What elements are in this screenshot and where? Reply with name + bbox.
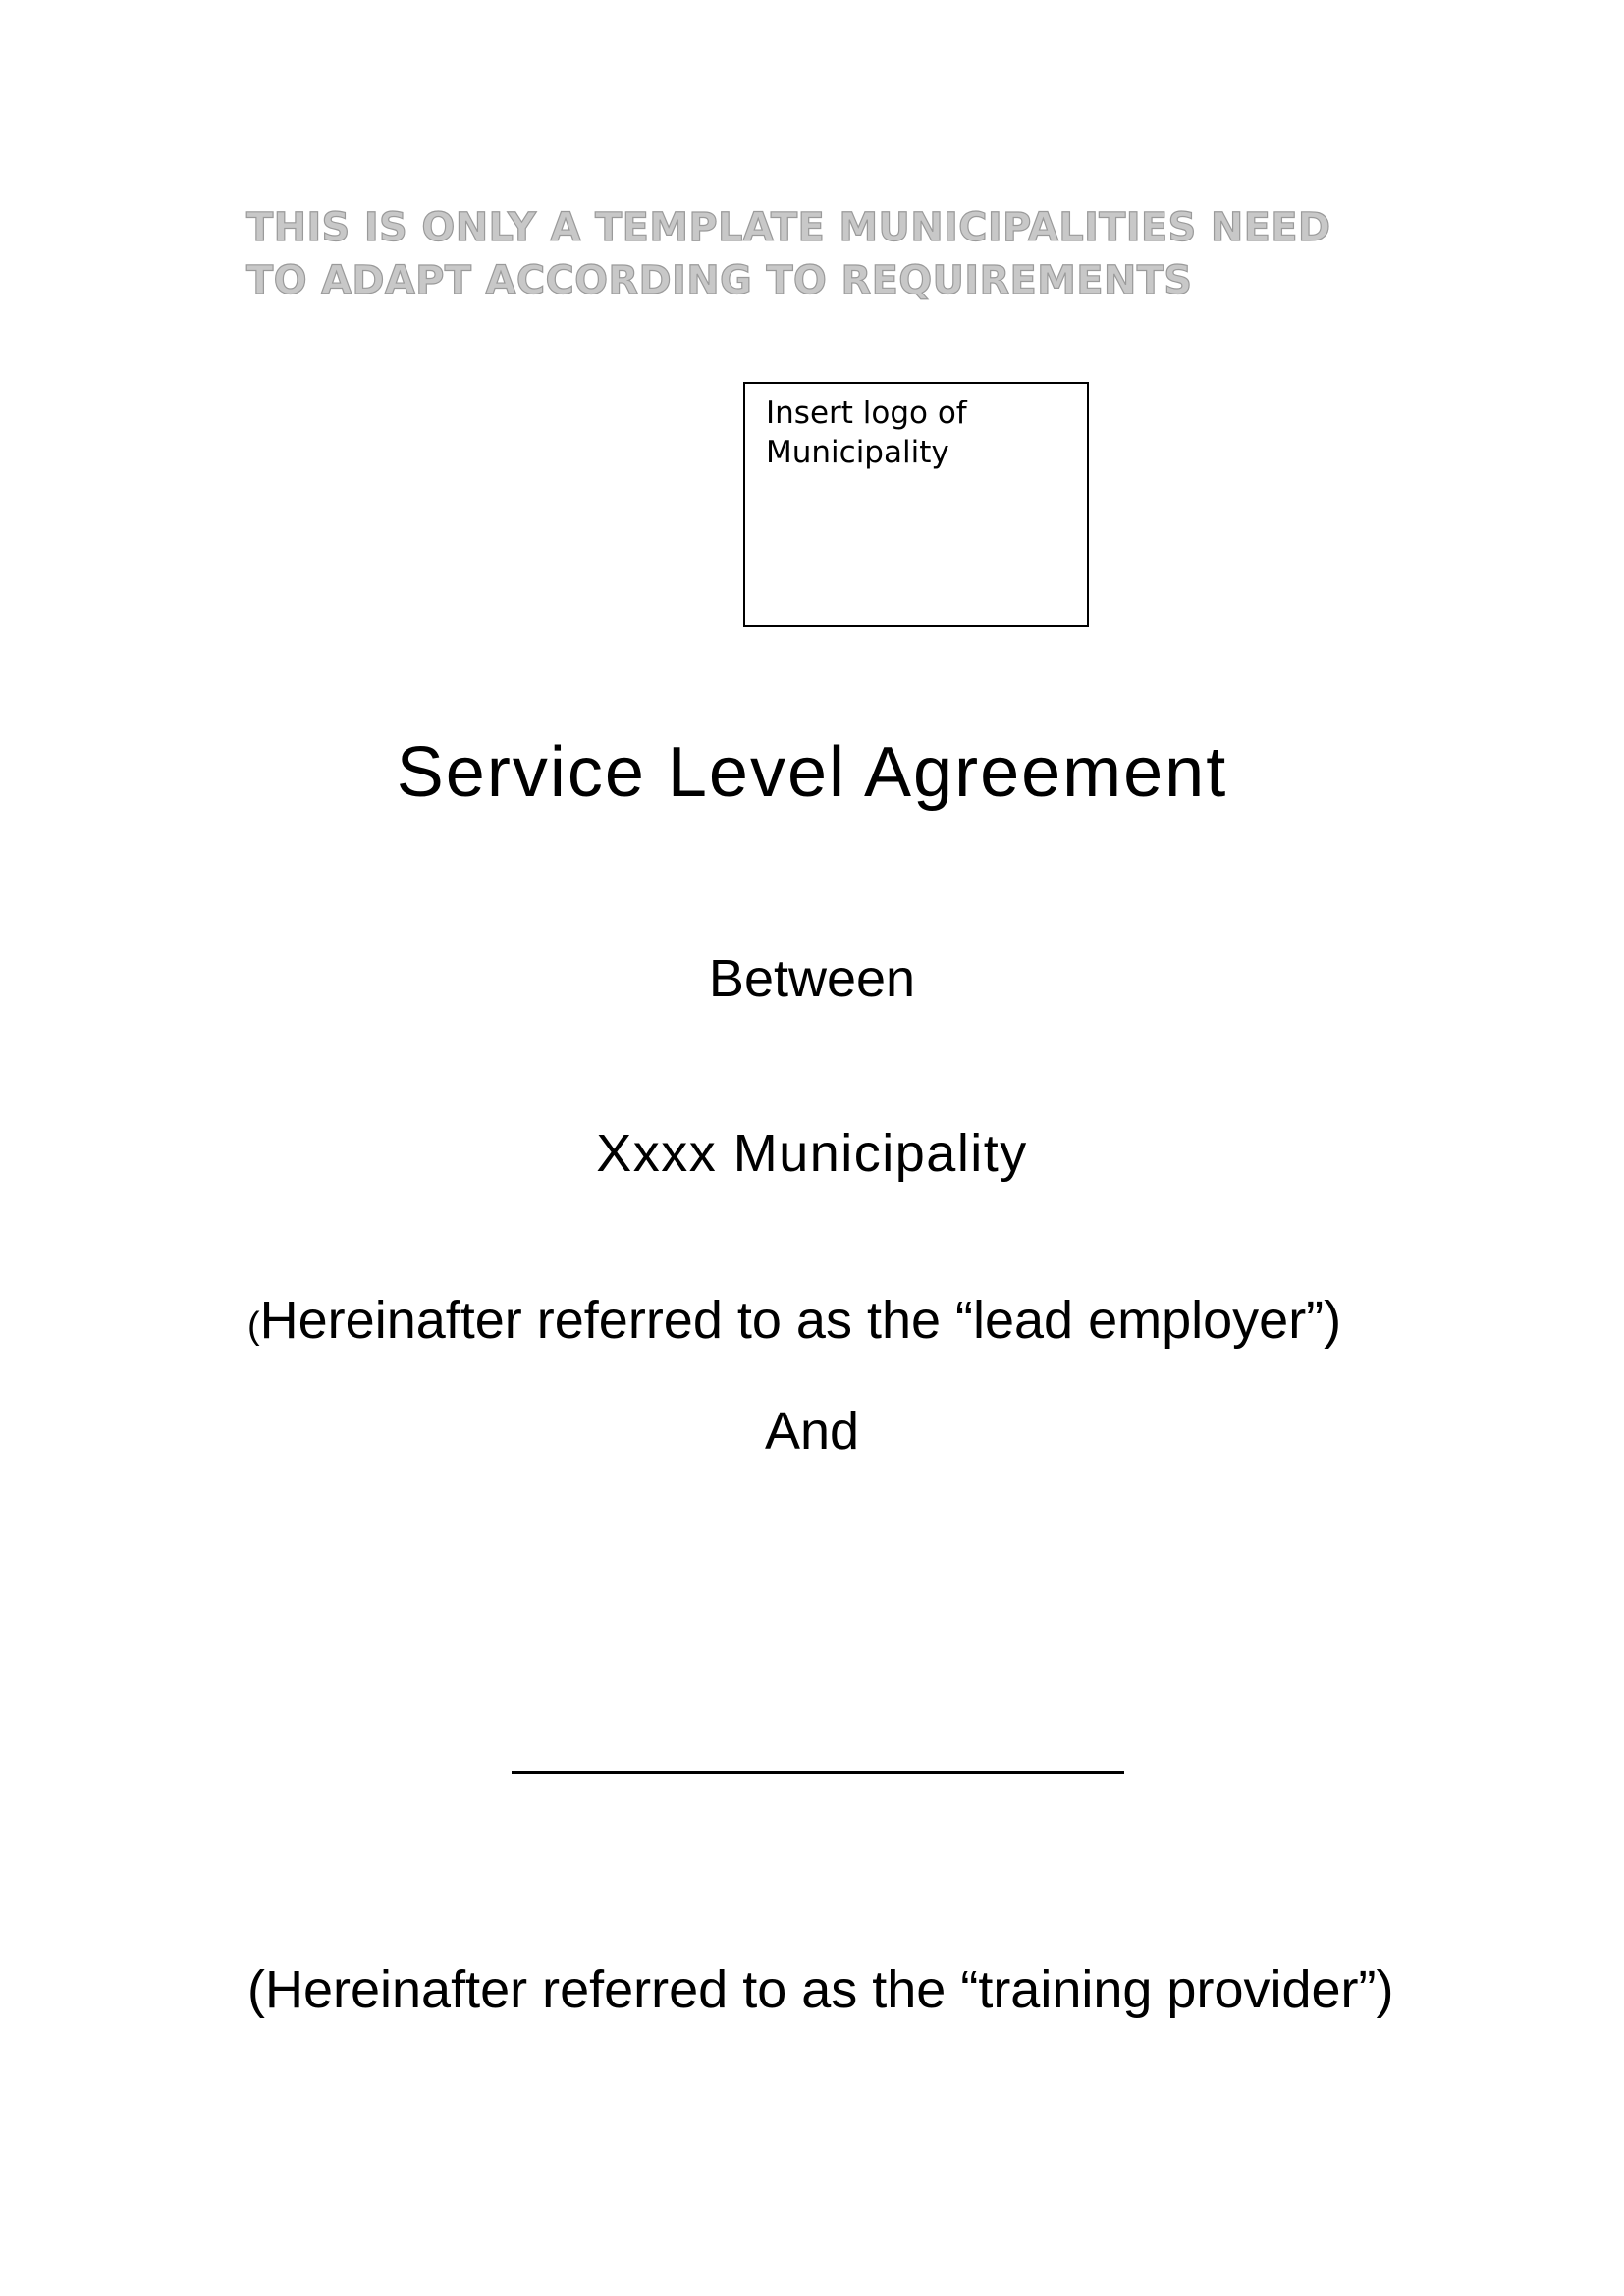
and-label: And xyxy=(764,1402,860,1461)
party-one-reference xyxy=(247,1286,1341,1361)
logo-placeholder-box xyxy=(743,382,1089,627)
party-one-name: Xxxx Municipality xyxy=(596,1124,1028,1183)
template-notice xyxy=(246,201,1474,307)
document-title: Service Level Agreement xyxy=(396,733,1228,812)
party-one-reference-text: Hereinafter referred to as the “lead employer”) xyxy=(259,1291,1342,1350)
party-one-reference-open-paren: ( xyxy=(247,1306,260,1347)
logo-placeholder-text: Insert logo of Municipality xyxy=(766,396,967,470)
template-notice-line-1: THIS IS ONLY A TEMPLATE MUNICIPALITIES NEED xyxy=(246,205,1331,250)
between-label: Between xyxy=(708,949,916,1008)
party-two-reference: (Hereinafter referred to as the “training provider”) xyxy=(247,1960,1394,2019)
party-two-name-blank-line xyxy=(512,1771,1124,1774)
template-notice-line-2: TO ADAPT ACCORDING TO REQUIREMENTS xyxy=(246,258,1193,303)
